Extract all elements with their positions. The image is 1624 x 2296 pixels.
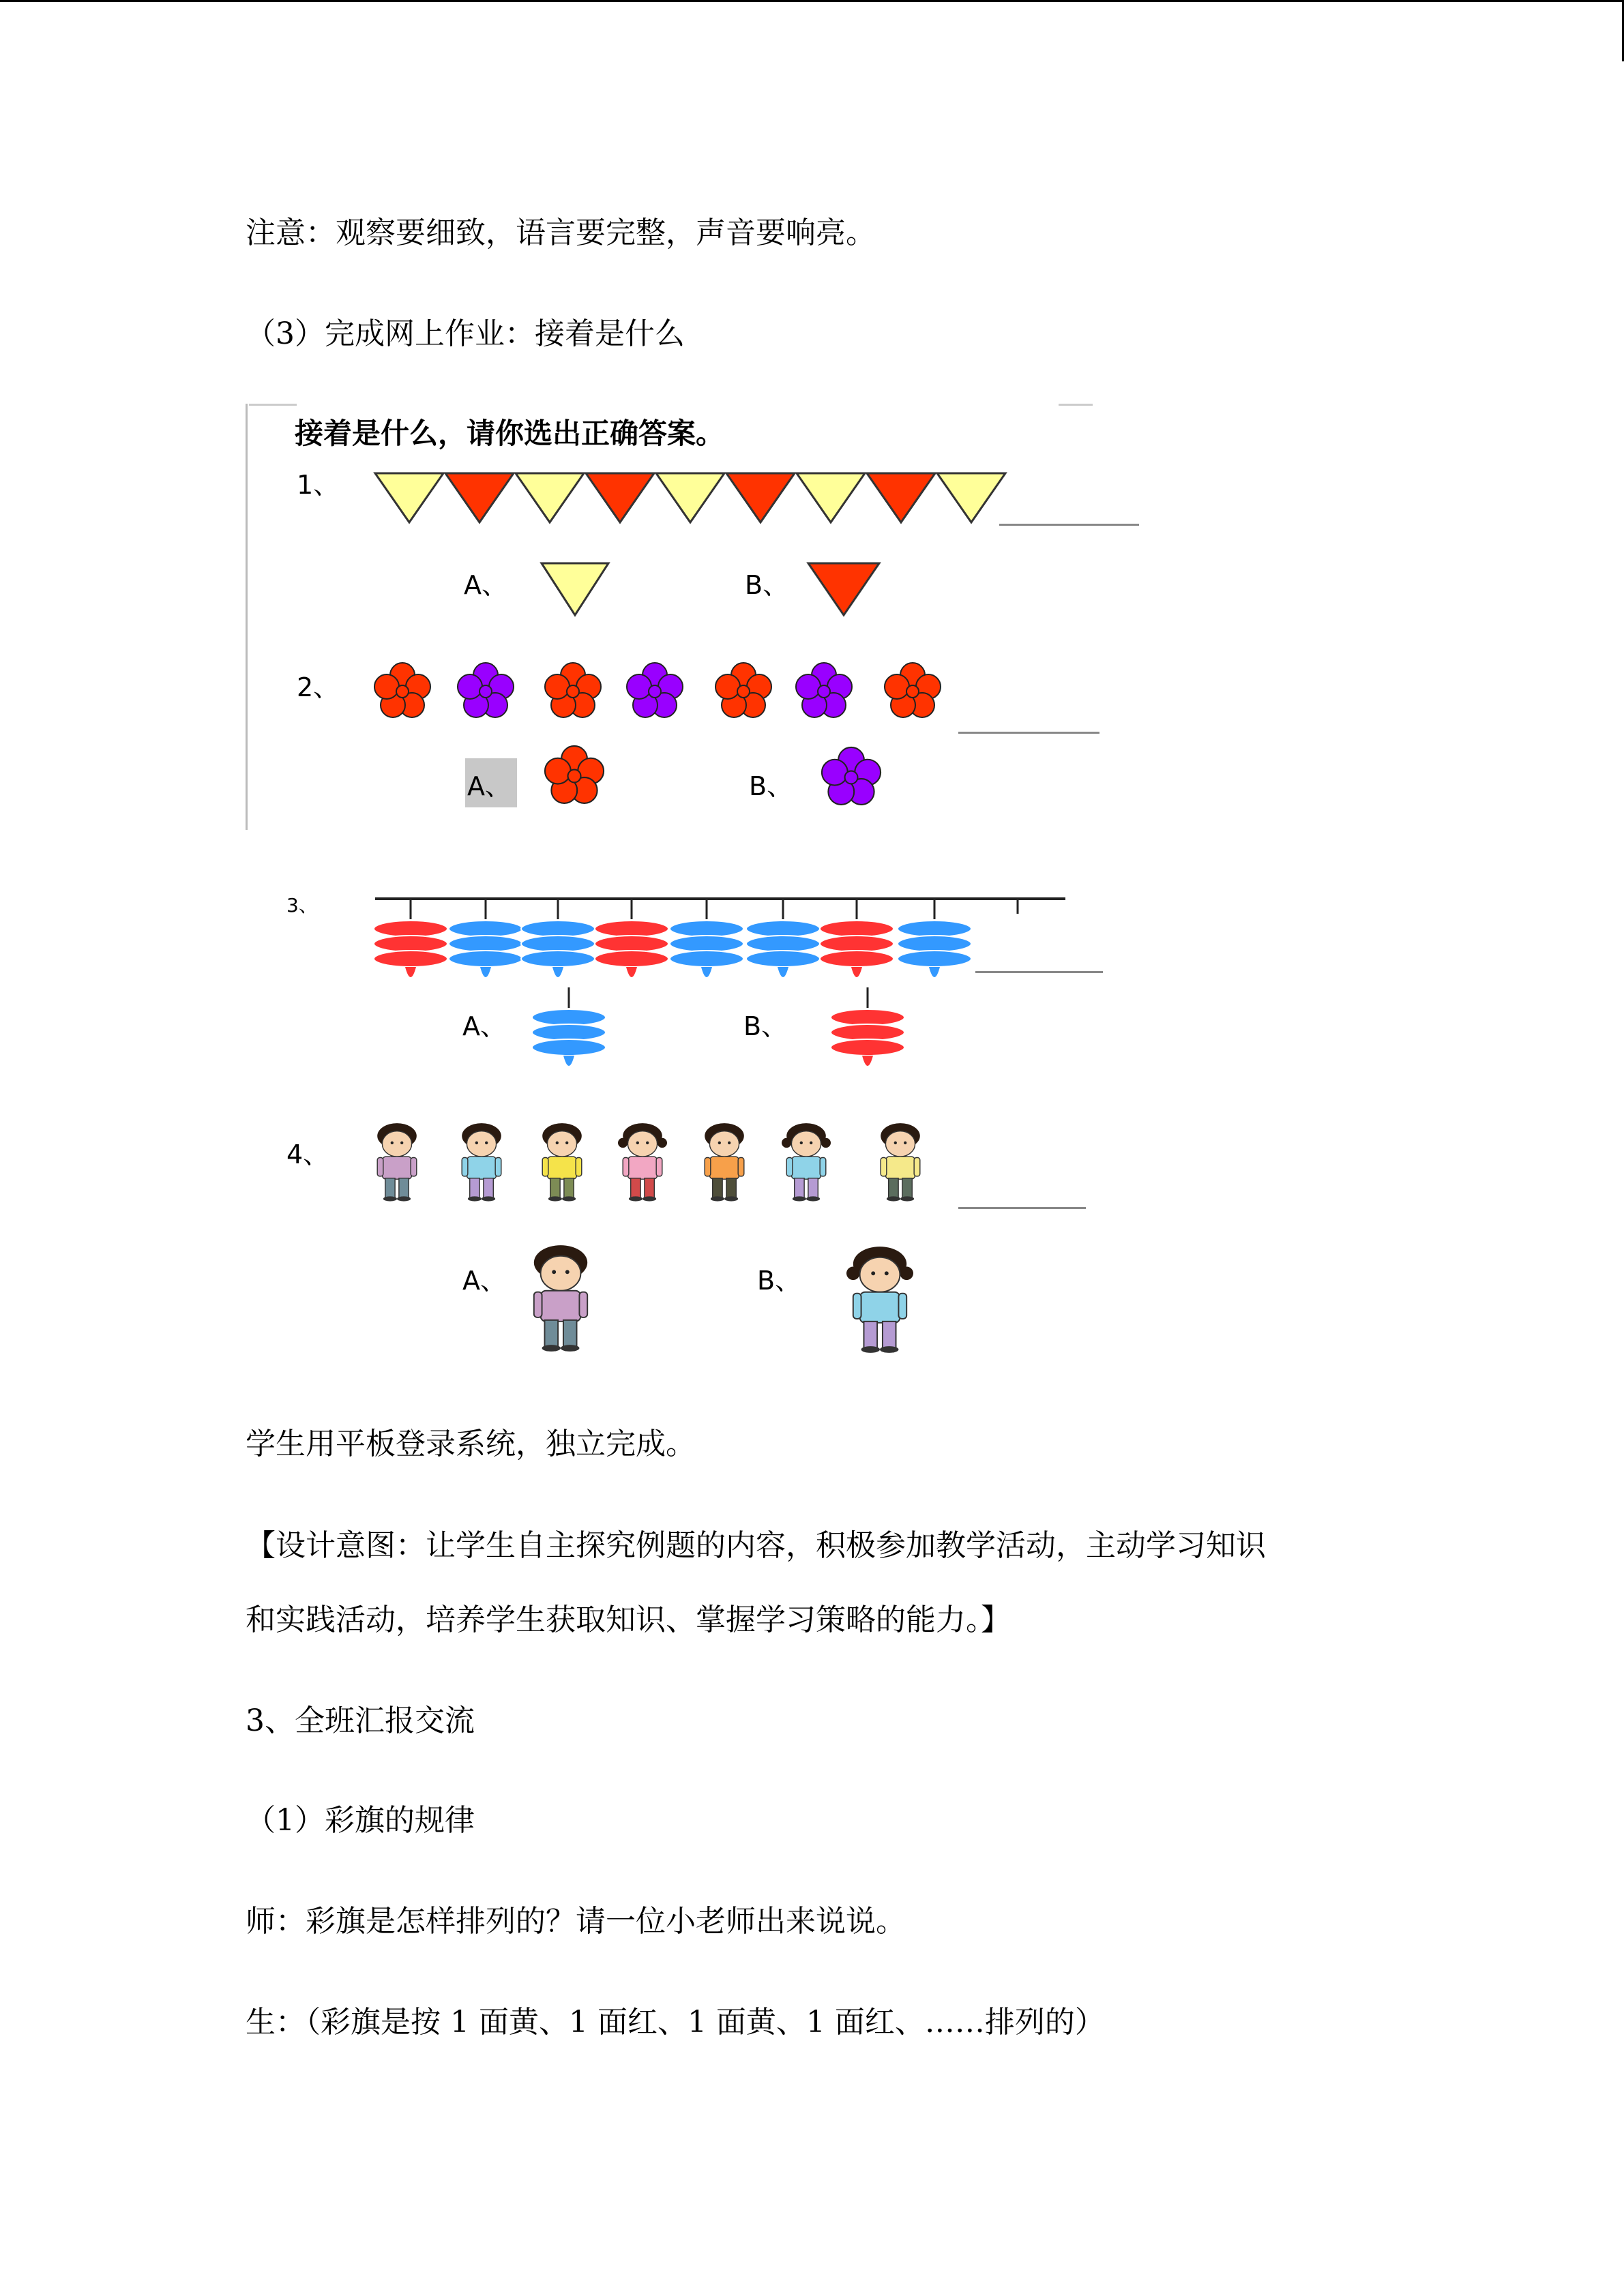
section-heading-report: 3、全班汇报交流 bbox=[246, 1703, 475, 1738]
design-intent-line-1: 【设计意图：让学生自主探究例题的内容，积极参加教学活动，主动学习知识 bbox=[246, 1528, 1266, 1563]
homework-heading: （3）完成网上作业：接着是什么 bbox=[246, 316, 685, 351]
q4-option-b-label[interactable]: B、 bbox=[757, 1266, 801, 1296]
q1-option-b-label[interactable]: B、 bbox=[745, 570, 789, 600]
q2-flower-5 bbox=[715, 663, 771, 717]
q4-child-6 bbox=[782, 1123, 831, 1201]
q4-child-2 bbox=[462, 1123, 501, 1201]
q2-flower-7 bbox=[885, 663, 941, 717]
q4-child-4 bbox=[618, 1123, 667, 1201]
q3-option-b-label[interactable]: B、 bbox=[743, 1011, 788, 1041]
q3-option-b-red-lantern bbox=[831, 987, 904, 1066]
q1-option-b-red-triangle bbox=[808, 563, 879, 615]
q4-child-5 bbox=[705, 1123, 744, 1201]
q2-option-a-red-flower bbox=[545, 746, 604, 803]
q2-option-a-label[interactable]: A、 bbox=[467, 771, 511, 801]
q4-option-a-label[interactable]: A、 bbox=[462, 1266, 506, 1296]
q1-triangle-8 bbox=[867, 473, 935, 522]
q2-flower-2 bbox=[458, 663, 514, 717]
q2-option-b-purple-flower bbox=[822, 747, 881, 805]
q2-flower-6 bbox=[796, 663, 852, 717]
q3-lantern-1 bbox=[374, 899, 447, 977]
q2-number: 2、 bbox=[297, 672, 340, 702]
q1-triangle-1 bbox=[375, 473, 443, 522]
exercise-title: 接着是什么，请你选出正确答案。 bbox=[295, 417, 725, 450]
q4-number: 4、 bbox=[286, 1139, 329, 1169]
q3-lantern-8 bbox=[898, 899, 971, 977]
q1-triangle-9 bbox=[937, 473, 1005, 522]
q1-triangle-4 bbox=[586, 473, 654, 522]
q2-flower-4 bbox=[627, 663, 683, 717]
note-paragraph: 注意：观察要细致，语言要完整，声音要响亮。 bbox=[246, 215, 876, 250]
subsection-heading-flags: （1）彩旗的规律 bbox=[246, 1803, 475, 1838]
q3-lantern-3 bbox=[521, 899, 595, 977]
q2-flower-3 bbox=[545, 663, 601, 717]
q2-flower-1 bbox=[374, 663, 430, 717]
q4-child-1 bbox=[377, 1123, 417, 1201]
q3-option-a-blue-lantern bbox=[532, 987, 606, 1066]
design-intent-line-2: 和实践活动，培养学生获取知识、掌握学习策略的能力。】 bbox=[246, 1602, 1011, 1637]
q1-option-a-yellow-triangle bbox=[542, 563, 608, 615]
q3-number: 3、 bbox=[286, 894, 318, 916]
q4-option-a-child bbox=[534, 1245, 587, 1352]
q4-option-b-child bbox=[846, 1247, 913, 1353]
q4-child-7 bbox=[881, 1123, 920, 1201]
q1-option-a-label[interactable]: A、 bbox=[464, 570, 507, 600]
q3-lantern-7 bbox=[820, 899, 894, 977]
q3-lantern-6 bbox=[746, 899, 820, 977]
q1-triangle-6 bbox=[726, 473, 795, 522]
q1-triangle-5 bbox=[656, 473, 724, 522]
q1-triangle-3 bbox=[516, 473, 584, 522]
q4-child-3 bbox=[542, 1123, 582, 1201]
q3-lantern-5 bbox=[670, 899, 743, 977]
q2-option-b-label[interactable]: B、 bbox=[749, 771, 793, 801]
teacher-question: 师：彩旗是怎样排列的？请一位小老师出来说说。 bbox=[246, 1904, 906, 1939]
q3-lantern-4 bbox=[595, 899, 668, 977]
student-activity-paragraph: 学生用平板登录系统，独立完成。 bbox=[246, 1427, 696, 1461]
q3-lantern-2 bbox=[449, 899, 522, 977]
q1-number: 1、 bbox=[297, 470, 340, 500]
q1-triangle-7 bbox=[797, 473, 865, 522]
student-answer: 生：（彩旗是按 1 面黄、1 面红、1 面黄、1 面红、……排列的） bbox=[246, 2005, 1105, 2040]
q3-option-a-label[interactable]: A、 bbox=[462, 1011, 506, 1041]
q1-triangle-2 bbox=[445, 473, 514, 522]
